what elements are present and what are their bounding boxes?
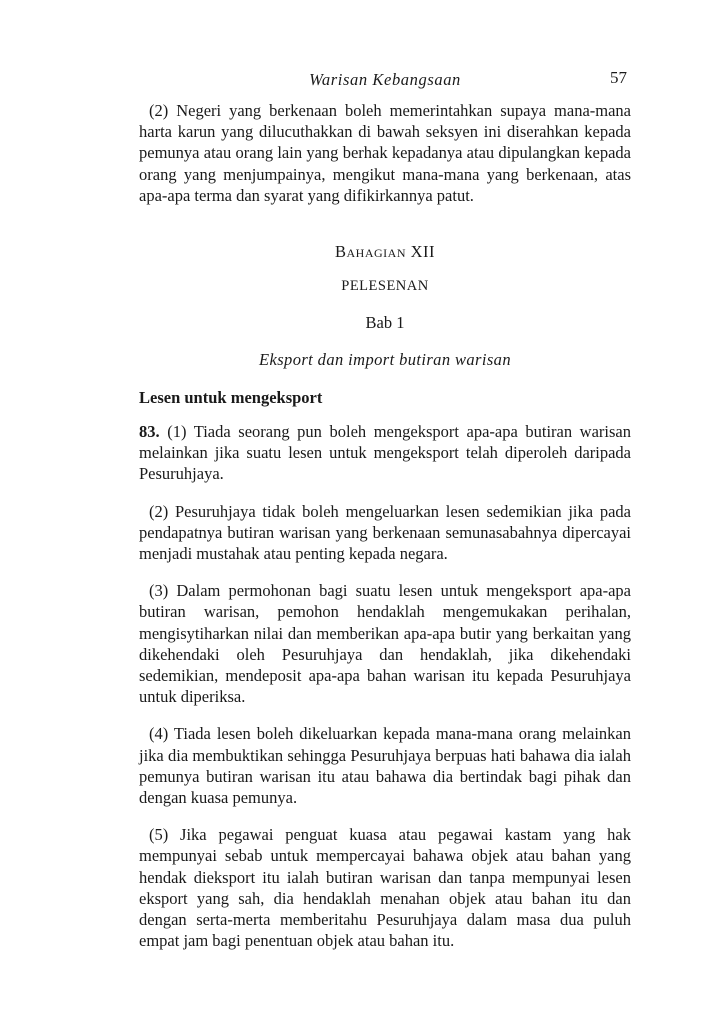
section-paragraph-5: (5) Jika pegawai penguat kuasa atau pegawai kastam yang hak mempunyai sebab untuk mempercayai bahawa objek atau bahan yang hendak dieksport itu ialah butiran warisan dan tanpa mempunyai lesen eksport yang sah, dia hendaklah menahan objek atau bahan itu dan dengan serta-merta memberitahu Pesuruhjaya dalam masa dua puluh empat jam bagi penentuan objek atau bahan itu. xyxy=(139,825,631,951)
chapter-title: Eksport dan import butiran warisan xyxy=(259,350,511,370)
section-paragraph-4: (4) Tiada lesen boleh dikeluarkan kepada mana-mana orang melainkan jika dia membuktikan sehingga Pesuruhjaya berpuas hati bahawa dia ialah pemunya butiran warisan itu atau bahawa dia bertindak bagi pihak dan dengan kuasa pemunya. xyxy=(139,724,631,808)
running-title: Warisan Kebangsaan xyxy=(309,70,461,89)
section-number: 83. xyxy=(139,422,160,442)
document-page xyxy=(139,70,631,951)
section-paragraph-1-text: (1) Tiada seorang pun boleh mengeksport apa-apa butiran warisan melainkan jika suatu lesen untuk mengeksport telah diperoleh daripada Pesuruhjaya. xyxy=(139,422,631,484)
section-paragraph-2: (2) Pesuruhjaya tidak boleh mengeluarkan lesen sedemikian jika pada pendapatnya butiran warisan yang berkenaan semunasabahnya dipercayai menjadi mustahak atau penting kepada negara. xyxy=(139,501,631,564)
running-header xyxy=(139,70,631,100)
section-heading: Lesen untuk mengeksport xyxy=(139,388,323,408)
section-paragraph-1 xyxy=(139,421,631,485)
part-title: Bahagian XII xyxy=(334,242,436,262)
chapter-number: Bab 1 xyxy=(365,313,405,333)
part-subtitle: PELESENAN xyxy=(341,278,429,295)
section-paragraph-3: (3) Dalam permohonan bagi suatu lesen untuk mengeksport apa-apa butiran warisan, pemohon hendaklah mengemukakan perihalan, mengisytiharkan nilai dan memberikan apa-apa butir yang berkaitan yang dikehendaki oleh Pesuruhjaya dan hendaklah, jika dikehendaki sedemikian, mendeposit apa-apa bahan warisan itu kepada Pesuruhjaya untuk diperiksa. xyxy=(139,581,631,707)
intro-paragraph: (2) Negeri yang berkenaan boleh memerintahkan supaya mana-mana harta karun yang dilucuthakkan di bawah seksyen ini diserahkan kepada pemunya atau orang lain yang berhak kepadanya atau dipulangkan kepada orang yang menjumpainya, mengikut mana-mana yang berkenaan, atas apa-apa terma dan syarat yang difikirkannya patut. xyxy=(139,101,631,205)
page-number: 57 xyxy=(610,68,627,87)
